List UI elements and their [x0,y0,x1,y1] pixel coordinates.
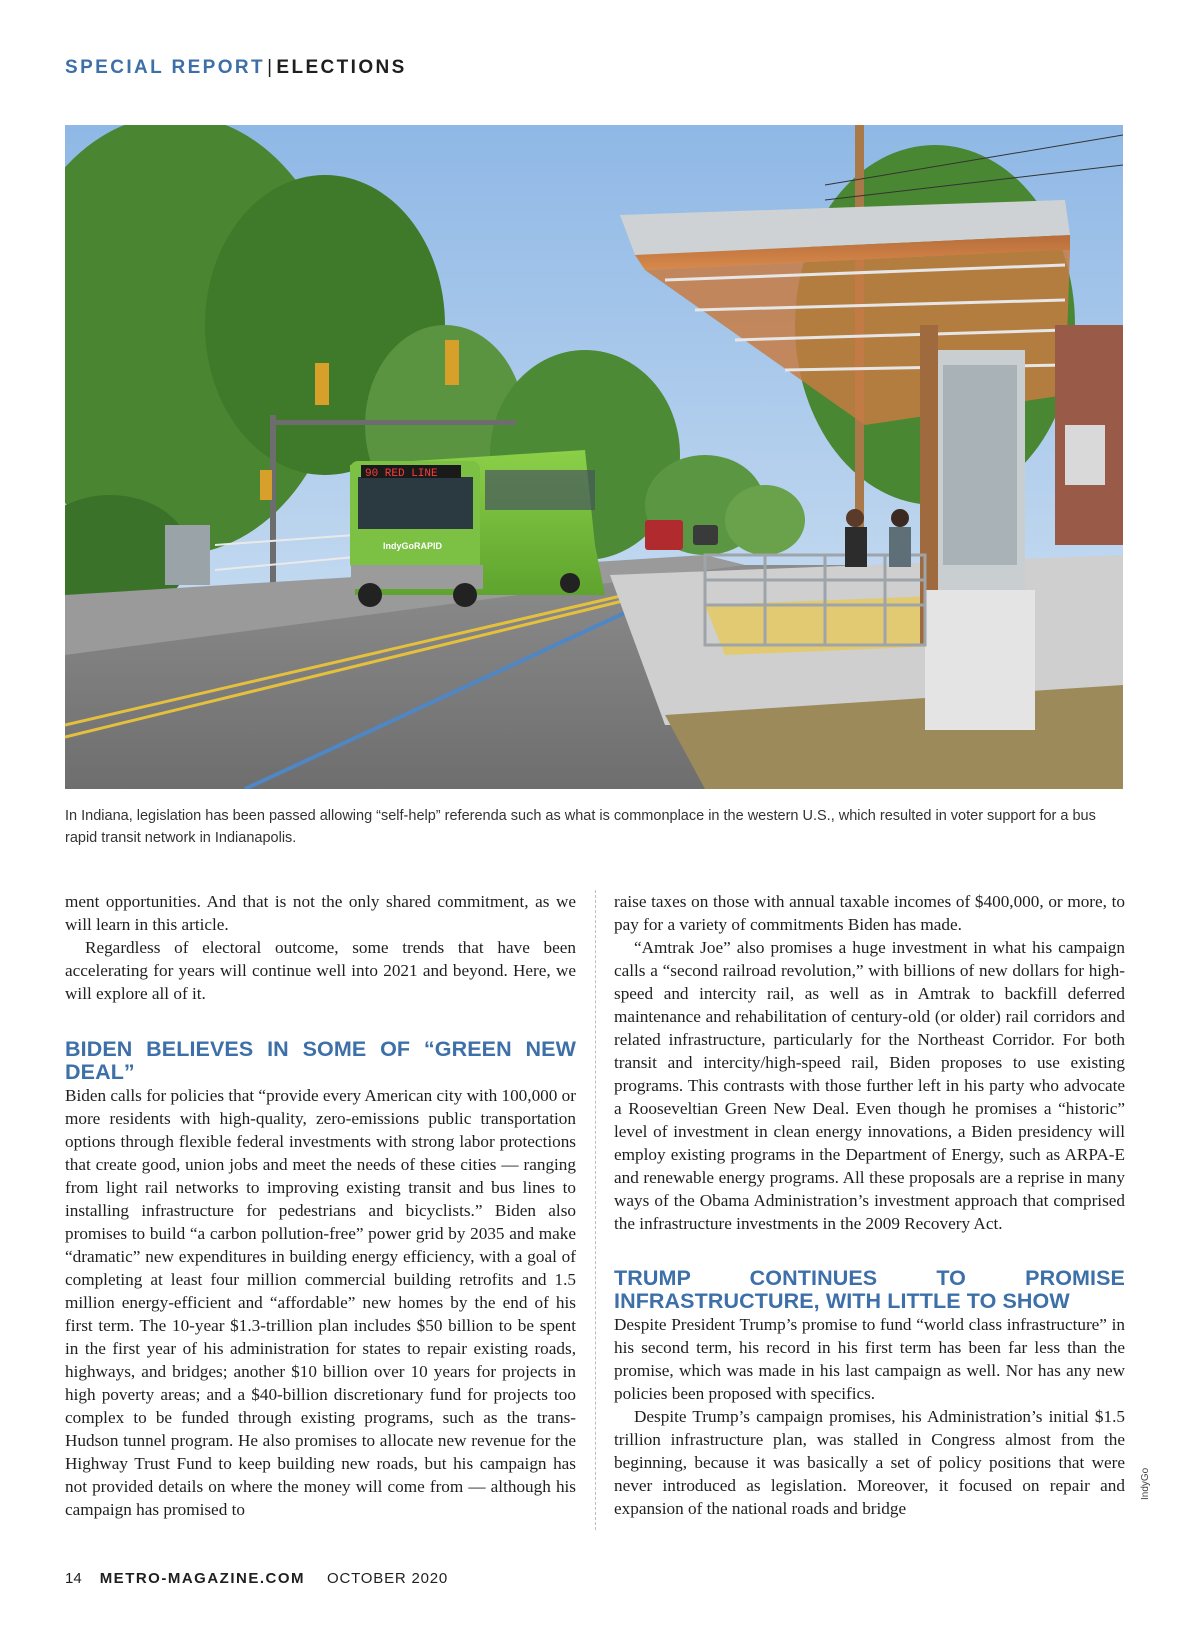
subheading-trump: TRUMP CONTINUES TO PROMISE INFRASTRUCTURE, WITH LITTLE TO SHOW [614,1266,1125,1313]
bus-route-sign: 90 RED LINE [365,468,438,480]
bus [350,450,605,607]
photo-credit: IndyGo [1140,1467,1151,1500]
column-divider [595,890,596,1530]
subheading-biden: BIDEN BELIEVES IN SOME OF “GREEN NEW DEAL” [65,1037,576,1084]
photo-caption: In Indiana, legislation has been passed allowing “self-help” referenda such as what is commonplace in the western U.S., which resulted in voter support for a bus rapid transit network in Indianapolis. [65,808,1096,846]
issue-date: OCTOBER 2020 [327,1570,449,1587]
right-paragraph-1: raise taxes on those with annual taxable incomes of $400,000, or more, to pay for a variety of commitments Biden has made. [614,892,1125,934]
page-footer [65,1570,448,1587]
topic-label: ELECTIONS [276,57,407,78]
right-paragraph-4: Despite Trump’s campaign promises, his Administration’s initial $1.5 trillion infrastructure plan, was stalled in Congress almost from the beginning, because it was basically a set of policy positions that were never introduced as legislation. Moreover, it focused on repair and expansion of the national roads and bridge [614,1407,1125,1518]
bus-rapid-transit-photo [65,125,1123,789]
site-name[interactable]: METRO-MAGAZINE.COM [99,1570,306,1587]
header-separator: | [267,57,275,78]
page-number: 14 [65,1570,82,1587]
left-paragraph-2: Regardless of electoral outcome, some trends that have been accelerating for years will continue well into 2021 and beyond. Here, we will explore all of it. [65,938,576,1003]
left-paragraph-3: Biden calls for policies that “provide every American city with 100,000 or more residents with high-quality, zero-emissions public transportation options through flexible federal investments with strong labor protections that create good, union jobs and meet the needs of these cities — ranging from light rail networks to improving existing transit and bus lines to installing infrastructure for pedestrians and bicyclists.” Biden also promises to build “a carbon pollution-free” power grid by 2035 and make “dramatic” new expenditures in building energy efficiency, with a goal of completing at least four million commercial building retrofits and 1.5 million energy-efficient and “affordable” new homes by the end of his first term. The 10-year $1.3-trillion plan includes $50 billion to be spent in the first year of his administration for states to repair existing roads, highways, and bridges; another $10 billion over 10 years for projects in high poverty areas; and a $40-billion discretionary fund for projects too complex to be funded through existing programs, such as the trans-Hudson tunnel program. He also promises to allocate new revenue for the Highway Trust Fund to keep building new roads, but his campaign has not provided details on where the money will come from — although his campaign has promised to [65,1086,576,1519]
section-label: SPECIAL REPORT [65,57,266,78]
left-paragraph-1: ment opportunities. And that is not the only shared commitment, as we will learn in this article. [65,892,576,934]
right-paragraph-3: Despite President Trump’s promise to fund “world class infrastructure” in his second term, his record in his first term has been far less than the promise, which was made in his last campaign as well. Nor has any new policies been proposed with specifics. [614,1315,1125,1403]
right-column [614,890,1125,1520]
left-column [65,890,576,1521]
bus-brand: IndyGoRAPID [383,541,443,551]
page-header [65,57,407,79]
right-paragraph-2: “Amtrak Joe” also promises a huge investment in what his campaign calls a “second railroad revolution,” with billions of new dollars for high-speed and intercity rail, as well as in Amtrak to backfill deferred maintenance and rehabilitation of century-old (or older) rail corridors and related infrastructure, particularly for the Northeast Corridor. For both transit and intercity/high-speed rail, Biden proposes to use existing programs. This contrasts with those further left in his party who advocate a Rooseveltian Green New Deal. Even though he promises a “historic” level of investment in clean energy innovations, a Biden presidency will employ existing programs in the Department of Energy, such as ARPA-E and renewable energy programs. All these proposals are a reprise in many ways of the Obama Administration’s investment approach that comprised the infrastructure investments in the 2009 Recovery Act. [614,938,1125,1233]
